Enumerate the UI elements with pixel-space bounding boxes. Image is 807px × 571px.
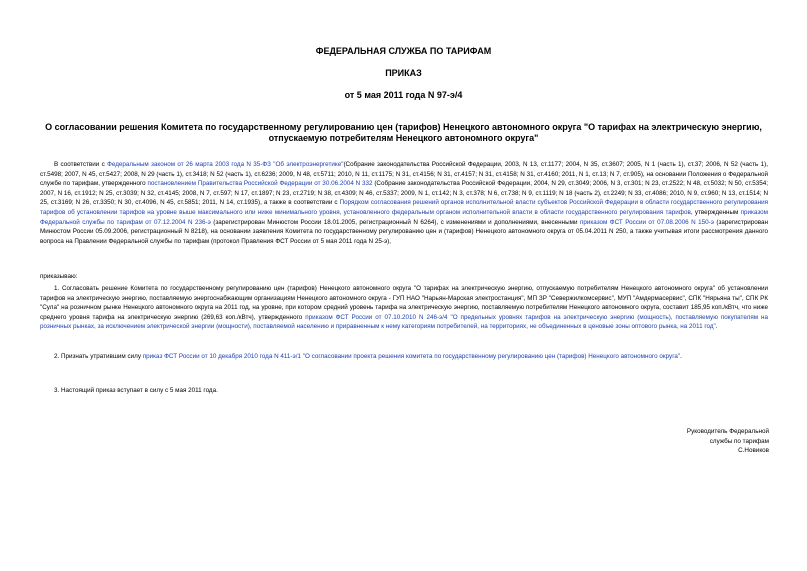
signature-position-2: службы по тарифам bbox=[709, 437, 769, 445]
signature-name: С.Новиков bbox=[738, 447, 769, 455]
preamble-text-6: (зарегистрирован Минюстом России 05.09.2006, регистрационный N 8218), на основании заявления Комитета по государственному регулированию цен и (тарифов) Ненецкого автономного округа от 05.04.2011 N 250, а также учитывая итоги рассмотрения данного вопроса на Правлении Федеральной службы по тарифам (протокол Правления ФСТ России от 5 мая 2011 года N 25-э), bbox=[40, 218, 768, 245]
item-2-text-2: . bbox=[680, 353, 682, 360]
item-1-text-1: 1. Согласовать решение Комитета по государственному регулированию цен (тарифов) Ненецкого автономного округа "О тарифах на электрическую энергию, отпускаемую потребителям Ненецкого автономного округа" об установлении тарифов на электрическую энергию, поставляемую энергоснабжающим организациям Ненецкого автономного округа - ГУП НАО "Нарьян-Марская электростанция", МП ЗР "Севержилкомсервис", МУП "Амдермасервис", СПК "Нярьяна ты", СПК РК "Сула" на розничном рынке Ненецкого автономного округа на 2011 год, на уровне, при котором средний уровень тарифа на электрическую энергию, поставляемую потребителям Ненецкого автономного округа, составит 185,95 коп./кВтч, что ниже среднего уровня тарифа на электрическую энергию (269,63 коп./кВтч), утвержденного bbox=[40, 285, 768, 321]
orders-word: приказываю: bbox=[40, 273, 78, 280]
item-3-paragraph bbox=[40, 386, 768, 396]
link-fst-order-411[interactable]: приказ ФСТ России от 10 декабря 2010 года N 411-э/1 "О согласовании проекта решения комитета по государственному регулированию цен (тарифов) Ненецкого автономного округа" bbox=[142, 353, 681, 360]
preamble-text-3: (Собрание законодательства Российской Федерации, 2004, N 29, ст.3049; 2006, N 3, ст.301; N 23, ст.2522; N 48, ст.5032; N 50, ст.5354; 2007, N 16, ст.1912; N 25, ст.3039; N 32, ст.4145; 2008, N 7, ст.597; N 17, ст.1897; N 23, ст.2719; N 38, ст.4309; N 46, ст.5337; 2009, N 1, ст.142; N 3, ст.378; N 6, ст.738; N 9, ст.1119; N 18 (часть 2), ст.2249; N 33, ст.4086; 2010, N 9, ст.960; N 13, ст.1514; N 25, ст.3169; N 26, ст.3350; N 30, ст.4096, N 45, ст.5851; 2011, N 14, ст.1935), а также в соответствии с bbox=[40, 180, 768, 207]
item-1-paragraph bbox=[40, 284, 768, 342]
doc-date-number: от 5 мая 2011 года N 97-э/4 bbox=[344, 90, 463, 100]
subject-line-2: отпускаемую потребителям Ненецкого автономного округа" bbox=[268, 133, 539, 143]
item-2-paragraph bbox=[40, 352, 768, 372]
link-government-resolution[interactable]: постановлением Правительства Российской Федерации от 30.06.2004 N 332 bbox=[147, 180, 373, 188]
link-fst-order-150[interactable]: приказом ФСТ России от 07.08.2006 N 150-э bbox=[579, 218, 714, 226]
preamble-text-2: (Собрание законодательства Российской Федерации, 2003, N 13, ст.1177; 2004, N 35, ст.3607; 2005, N 1 (часть 1), ст.37; 2006, N 52 (часть 1), ст.5498; 2007, N 45, ст.5427; 2008, N 29 (часть 1), ст.3418; N 52 (часть 1), ст.6236; 2009, N 48, ст.5711; 2010, N 11, ст.1175; N 31, ст.4156; N 31, ст.4157; N 31, ст.4158; N 31, ст.4160; 2011, N 1, ст.13; N 7, ст.905), на основании Положения о Федеральной службе по тарифам, утвержденного bbox=[40, 161, 768, 188]
agency-title: ФЕДЕРАЛЬНАЯ СЛУЖБА ПО ТАРИФАМ bbox=[315, 46, 492, 56]
link-fst-order-246[interactable]: приказом ФСТ России от 07.10.2010 N 246-э/4 "О предельных уровнях тарифов на электрическую энергию (мощность), поставляемую покупателям на розничных рынках, за исключением электрической энергии (мощности), поставляемой населению и приравненным к нему категориям потребителей, на территориях, не объединенных в ценовые зоны оптового рынка, на 2011 год" bbox=[40, 313, 768, 331]
preamble-text-4: , утвержденным bbox=[690, 208, 741, 216]
item-3-text: 3. Настоящий приказ вступает в силу с 5 мая 2011 года. bbox=[54, 387, 218, 394]
item-1-text-2: . bbox=[715, 323, 718, 331]
link-fst-order-236[interactable]: приказом Федеральной службы по тарифам от 07.12.2004 N 236-э bbox=[40, 208, 768, 226]
doc-type-title: ПРИКАЗ bbox=[385, 68, 422, 78]
subject-line-1: О согласовании решения Комитета по государственному регулированию цен (тарифов) Ненецкого автономного округа "О тарифах на электрическую энергию, bbox=[45, 122, 762, 132]
link-federal-law[interactable]: Федеральным законом от 26 марта 2003 года N 35-ФЗ "Об электроэнергетике" bbox=[107, 161, 344, 168]
preamble-paragraph bbox=[40, 160, 768, 266]
preamble-text-5: (зарегистрирован Минюстом России 18.01.2005, регистрационный N 6264), с изменениями и дополнениями, внесенными bbox=[210, 218, 580, 226]
preamble-text-1: В соответствии с bbox=[54, 161, 108, 168]
item-2-text-1: 2. Признать утратившим силу bbox=[54, 353, 143, 360]
link-approval-procedure[interactable]: Порядком согласования решений органов исполнительной власти субъектов Российской Федерации в области государственного регулирования тарифов об установлении тарифов на уровне выше максимального или ниже минимального уровня, установленного федеральным органом исполнительной власти в области государственного регулирования тарифов bbox=[40, 199, 768, 216]
signature-block bbox=[687, 427, 769, 456]
signature-position-1: Руководитель Федеральной bbox=[686, 428, 769, 435]
